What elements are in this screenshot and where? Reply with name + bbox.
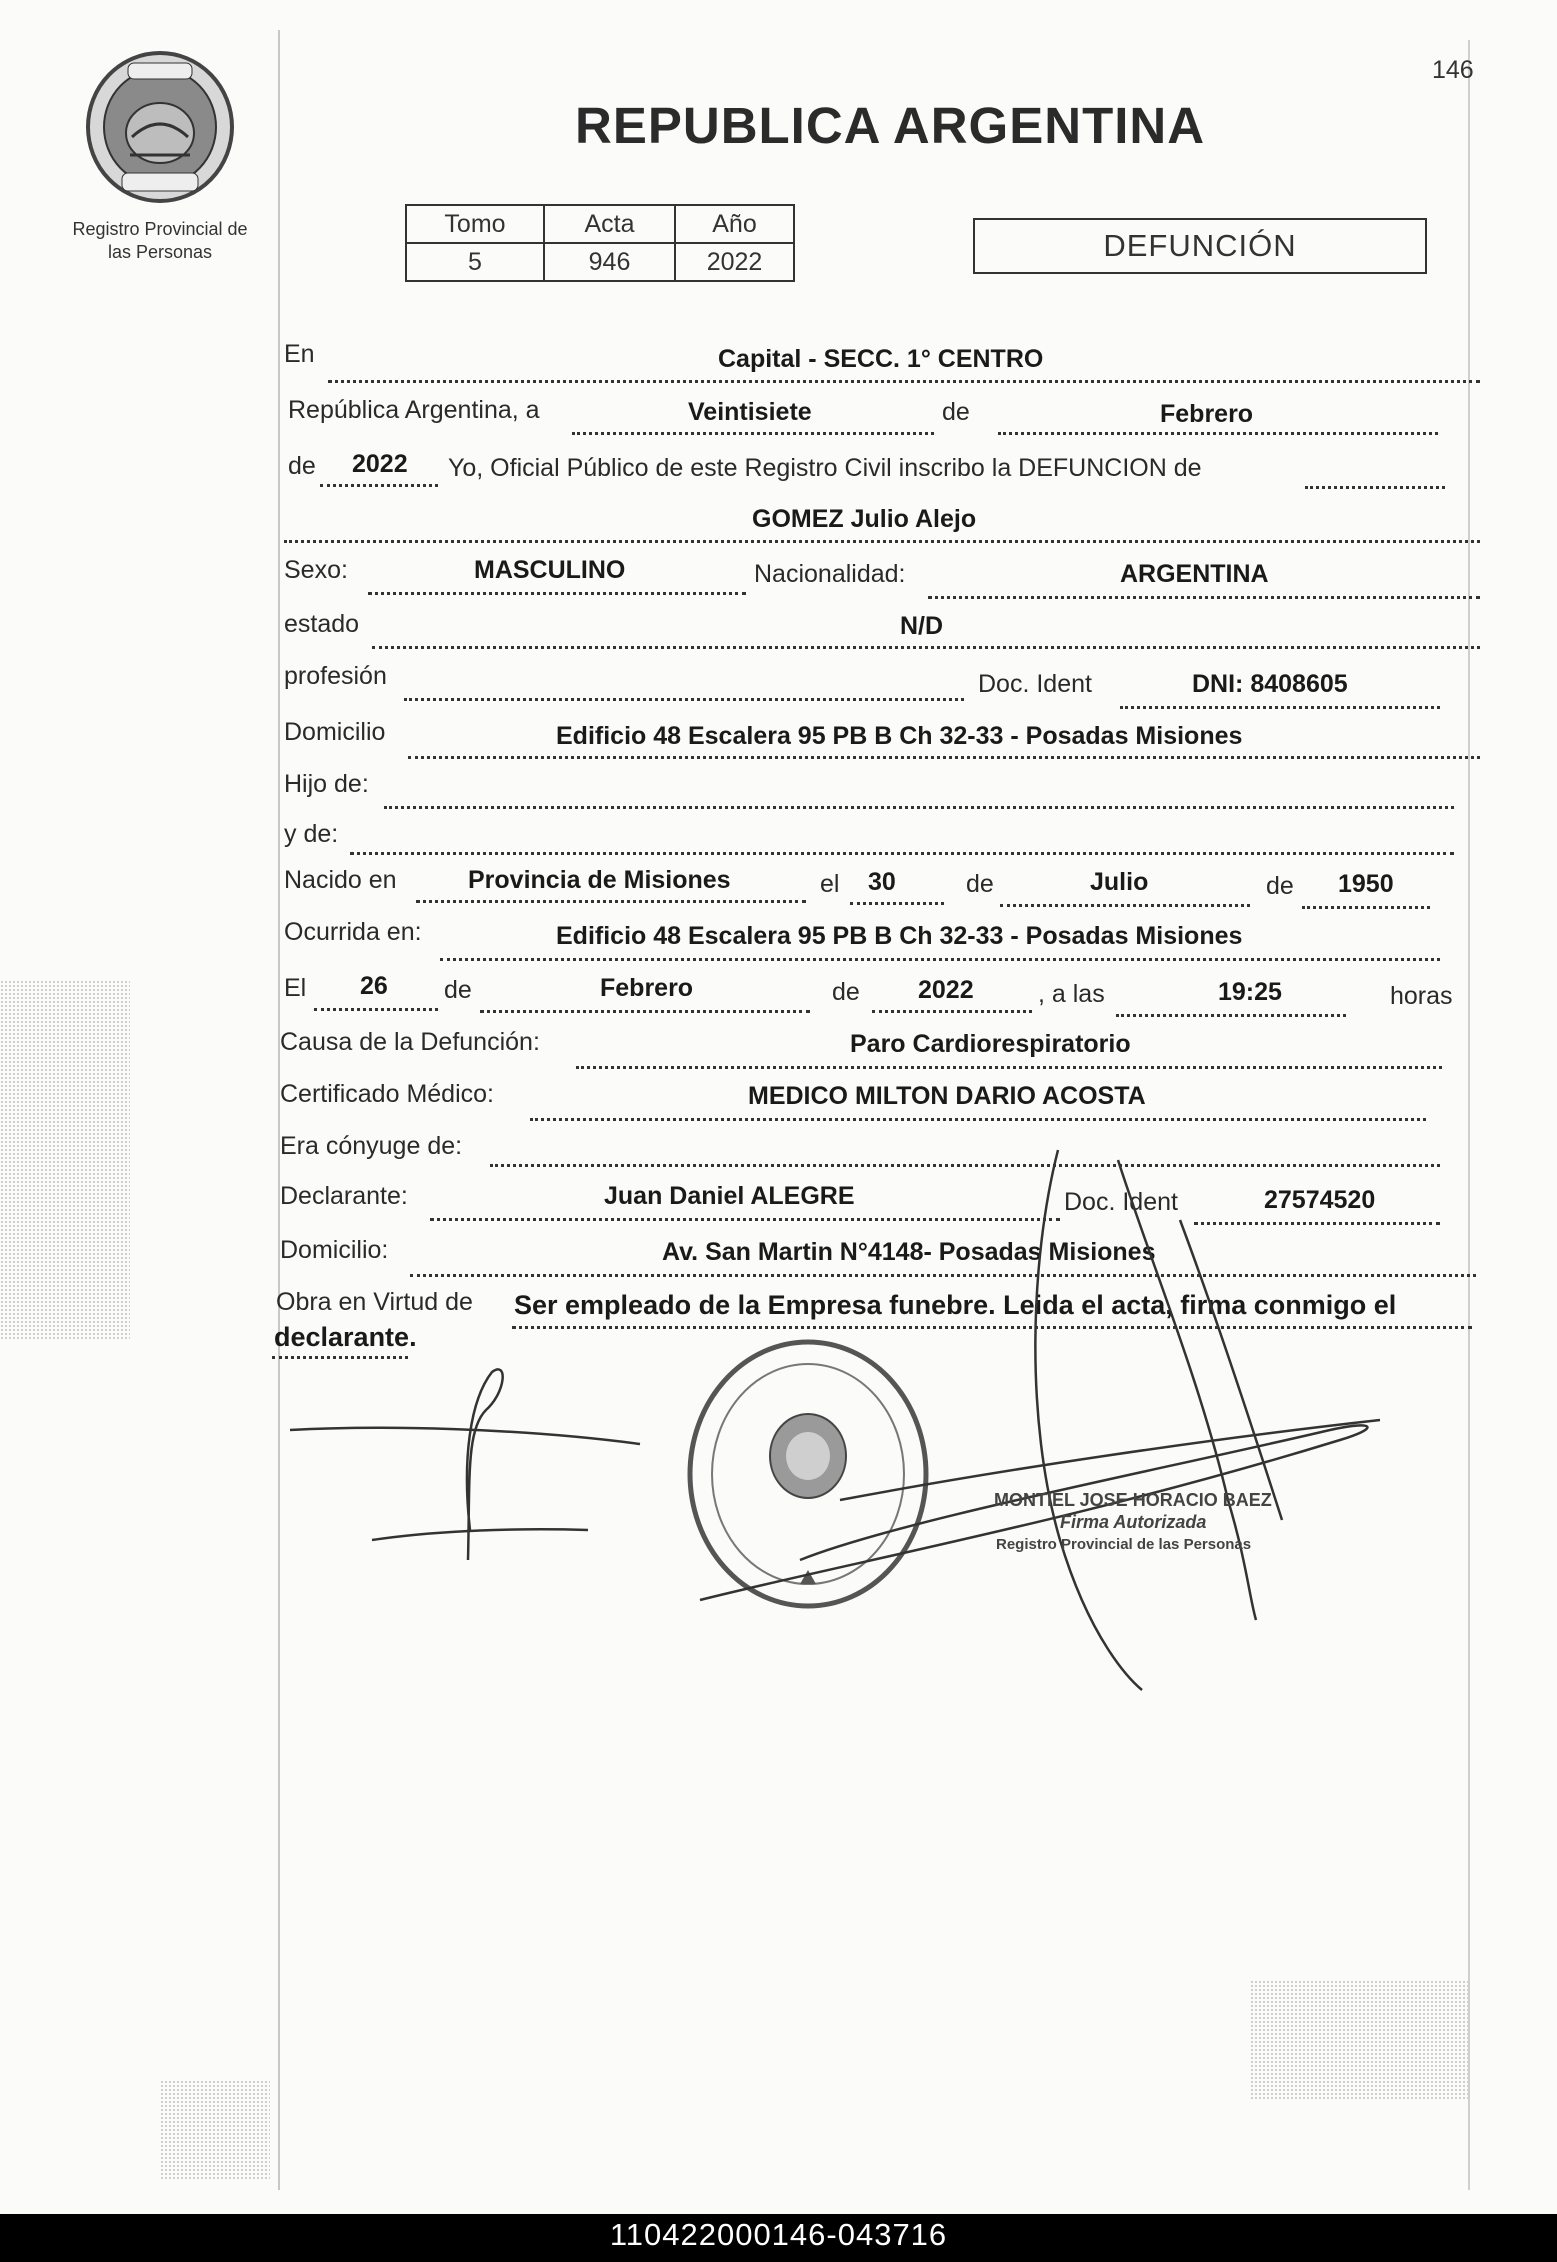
nacido-value: Provincia de Misiones — [468, 866, 731, 894]
horas-label: horas — [1390, 982, 1453, 1010]
declarante-doc-value: 27574520 — [1264, 1186, 1376, 1214]
stamp-org-line: Registro Provincial de las Personas — [996, 1536, 1252, 1553]
death-time-value: 19:25 — [1218, 978, 1282, 1006]
domicilio2-value: Av. San Martin N°4148- Posadas Misiones — [662, 1238, 1156, 1266]
declarante-label: Declarante: — [280, 1182, 408, 1210]
el-label: el — [820, 870, 840, 898]
en-label: En — [284, 340, 315, 368]
obra-label: Obra en Virtud de — [276, 1288, 473, 1316]
de-label: de — [942, 398, 970, 426]
birth-month-value: Julio — [1090, 868, 1149, 896]
nacionalidad-value: ARGENTINA — [1120, 560, 1269, 588]
month-words-value: Febrero — [1160, 400, 1254, 428]
obra-value-line2: declarante. — [274, 1322, 417, 1352]
doc-ident2-label: Doc. Ident — [1064, 1188, 1178, 1216]
doc-ident-label: Doc. Ident — [978, 670, 1092, 698]
registry-value-acta: 946 — [544, 243, 675, 281]
causa-label: Causa de la Defunción: — [280, 1028, 540, 1056]
deceased-name-value: GOMEZ Julio Alejo — [752, 505, 977, 533]
estado-value: N/D — [900, 612, 944, 640]
oficial-text: Yo, Oficial Público de este Registro Civil inscribo la DEFUNCION de — [448, 454, 1202, 482]
year-value: 2022 — [352, 450, 408, 478]
registry-header-tomo: Tomo — [406, 205, 544, 243]
de-label: de — [1266, 872, 1294, 900]
registry-value-tomo: 5 — [406, 243, 544, 281]
republica-label: República Argentina, a — [288, 396, 540, 424]
certificado-value: MEDICO MILTON DARIO ACOSTA — [748, 1082, 1146, 1110]
obra-value-line1: Ser empleado de la Empresa funebre. Leida el acta, firma conmigo el — [514, 1290, 1397, 1320]
profesion-label: profesión — [284, 662, 387, 690]
de-label: de — [444, 976, 472, 1004]
death-day-value: 26 — [360, 972, 388, 1000]
death-month-value: Febrero — [600, 974, 694, 1002]
birth-day-value: 30 — [868, 868, 896, 896]
hijo-label: Hijo de: — [284, 770, 369, 798]
conyuge-label: Era cónyuge de: — [280, 1132, 463, 1160]
registry-header-ano: Año — [675, 205, 794, 243]
registry-header-acta: Acta — [544, 205, 675, 243]
stamp-role-line: Firma Autorizada — [1060, 1512, 1207, 1532]
nacionalidad-label: Nacionalidad: — [754, 560, 906, 588]
stamp-name-line: MONTIEL JOSE HORACIO BAEZ — [994, 1490, 1272, 1510]
de-label: de — [288, 452, 316, 480]
el-date-label: El — [284, 974, 307, 1002]
ocurrida-label: Ocurrida en: — [284, 918, 422, 946]
causa-value: Paro Cardiorespiratorio — [850, 1030, 1131, 1058]
sexo-label: Sexo: — [284, 556, 348, 584]
registry-value-ano: 2022 — [675, 243, 794, 281]
doc-ident-value: DNI: 8408605 — [1192, 670, 1348, 698]
page-number: 146 — [1432, 56, 1474, 84]
yde-label: y de: — [284, 820, 339, 848]
official-oval-stamp — [690, 1342, 926, 1606]
ocurrida-value: Edificio 48 Escalera 95 PB B Ch 32-33 - Posadas Misiones — [556, 922, 1243, 950]
domicilio2-label: Domicilio: — [280, 1236, 389, 1264]
declarante-value: Juan Daniel ALEGRE — [604, 1182, 855, 1210]
logo-caption: Registro Provincial de las Personas — [72, 219, 248, 262]
place-value: Capital - SECC. 1° CENTRO — [718, 345, 1044, 373]
nacido-label: Nacido en — [284, 866, 397, 894]
domicilio-value: Edificio 48 Escalera 95 PB B Ch 32-33 - Posadas Misiones — [556, 722, 1243, 750]
birth-year-value: 1950 — [1338, 870, 1394, 898]
alas-label: , a las — [1038, 980, 1105, 1008]
document-title: REPUBLICA ARGENTINA — [575, 97, 1206, 154]
barcode-number: 110422000146-043716 — [609, 2217, 948, 2252]
domicilio-label: Domicilio — [284, 718, 386, 746]
death-year-value: 2022 — [918, 976, 974, 1004]
record-type-box: DEFUNCIÓN — [973, 218, 1427, 274]
certificado-label: Certificado Médico: — [280, 1080, 494, 1108]
left-signature — [290, 1369, 640, 1560]
sexo-value: MASCULINO — [474, 556, 626, 584]
de-label: de — [966, 870, 994, 898]
day-words-value: Veintisiete — [688, 398, 812, 426]
estado-label: estado — [284, 610, 360, 638]
de-label: de — [832, 978, 860, 1006]
